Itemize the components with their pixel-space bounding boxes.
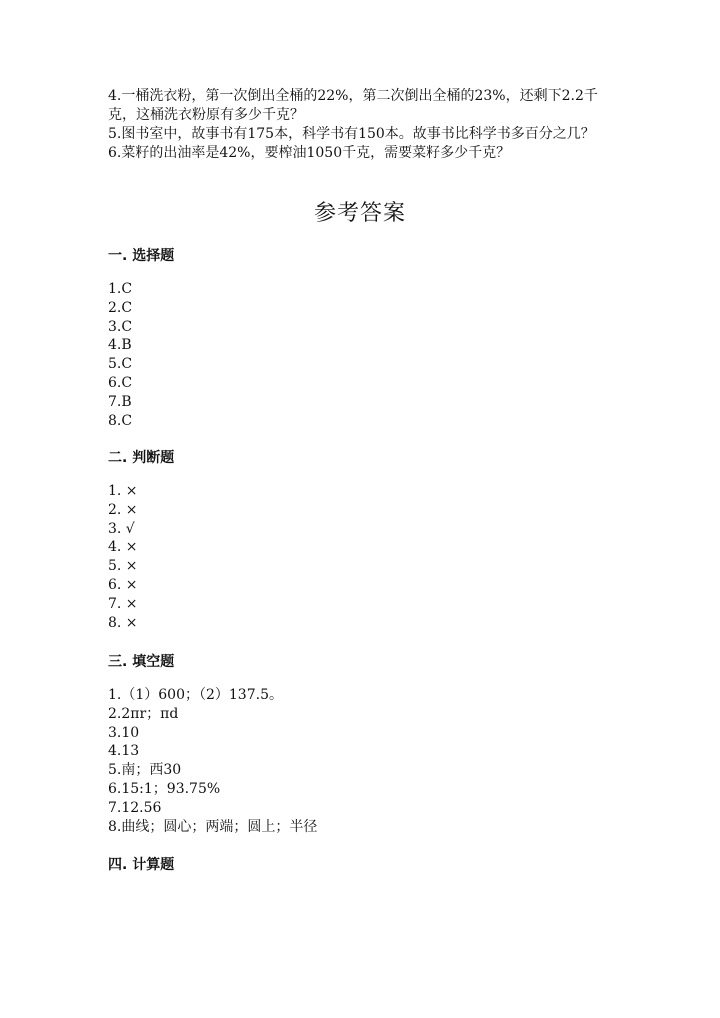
list-item: 3.C [108, 318, 133, 335]
problem-6: 6.菜籽的出油率是42%，要榨油1050千克，需要菜籽多少千克？ [108, 145, 511, 161]
list-item: 8.曲线；圆心；两端；圆上；半径 [108, 818, 318, 835]
judgement-answer-list [108, 482, 138, 632]
list-item: 5.C [108, 356, 133, 373]
list-item: 2.C [108, 299, 133, 316]
list-item: 8.C [108, 412, 133, 429]
list-item: 7.B [108, 393, 132, 410]
section-heading-judgement: 二. 判断题 [108, 450, 175, 466]
list-item: 8. × [108, 614, 138, 631]
list-item: 1.（1）600；（2）137.5。 [108, 687, 283, 703]
word-problems [108, 87, 614, 163]
choice-answer-list [108, 280, 132, 430]
list-item: 3. √ [108, 520, 135, 537]
list-item: 6.15:1；93.75% [108, 780, 221, 797]
list-item: 4.13 [108, 743, 140, 760]
fill-blank-answer-list [108, 686, 317, 836]
list-item: 1. × [108, 483, 138, 499]
section-heading-fill-blank: 三. 填空题 [108, 654, 175, 670]
section-heading-choice: 一. 选择题 [108, 248, 175, 264]
list-item: 4.B [108, 337, 132, 354]
list-item: 3.10 [108, 724, 140, 741]
answer-key-title: 参考答案 [313, 201, 406, 226]
list-item: 5. × [108, 558, 138, 575]
list-item: 2.2πr；πd [108, 705, 179, 722]
list-item: 5.南；西30 [108, 762, 182, 779]
list-item: 4. × [108, 539, 138, 556]
section-heading-calculation: 四. 计算题 [108, 857, 175, 873]
problem-5: 5.图书室中，故事书有175本，科学书有150本。故事书比科学书多百分之几？ [108, 126, 595, 142]
list-item: 6. × [108, 576, 138, 593]
list-item: 2. × [108, 501, 138, 518]
problem-4: 4.一桶洗衣粉，第一次倒出全桶的22%，第二次倒出全桶的23%，还剩下2.2千克，这桶洗衣粉原有多少千克？ [108, 88, 598, 123]
list-item: 7. × [108, 595, 138, 612]
list-item: 1.C [108, 281, 133, 297]
list-item: 7.12.56 [108, 799, 162, 816]
list-item: 6.C [108, 374, 133, 391]
